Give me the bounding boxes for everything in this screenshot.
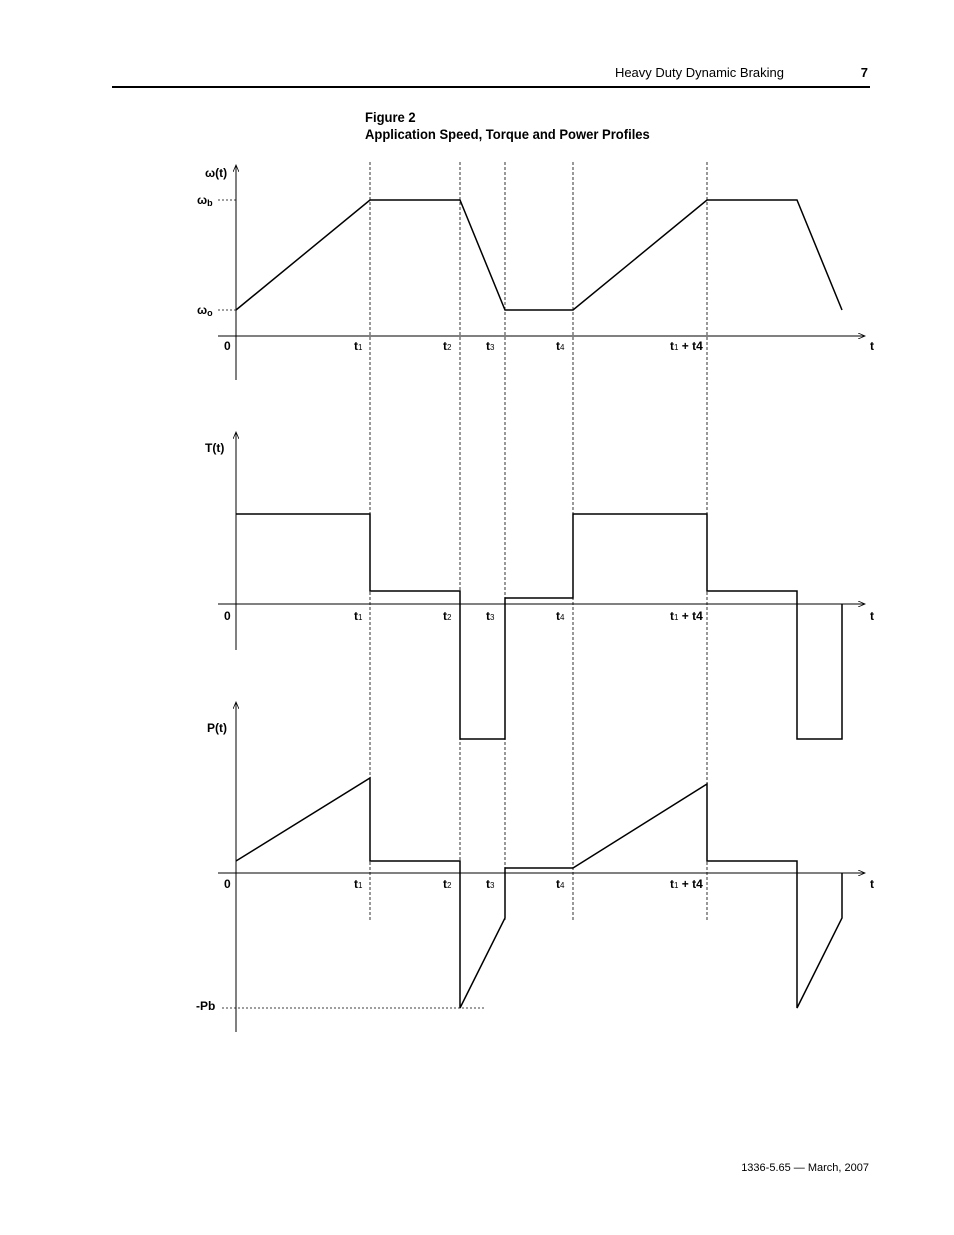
power-tick-t2: t2 — [443, 877, 452, 891]
power-time-label: t — [870, 877, 874, 891]
running-header-title: Heavy Duty Dynamic Braking — [614, 65, 784, 80]
power-tick-t3: t3 — [486, 877, 495, 891]
speed-tick-t1: t1 — [354, 339, 363, 353]
document-footer: 1336-5.65 — March, 2007 — [741, 1162, 869, 1174]
speed-tick-t2: t2 — [443, 339, 452, 353]
power-origin-label: 0 — [224, 877, 231, 891]
torque-plot — [205, 432, 874, 739]
torque-tick-t3: t3 — [486, 609, 495, 623]
page-number: 7 — [860, 65, 868, 80]
torque-time-label: t — [870, 609, 874, 623]
torque-tick-t2: t2 — [443, 609, 452, 623]
power-plot — [196, 702, 874, 1032]
speed-plot — [197, 165, 874, 380]
figure-title: Application Speed, Torque and Power Profiles — [365, 126, 650, 142]
power-tick-t1-t4: t1 + t4 — [670, 877, 703, 891]
figure-number: Figure 2 — [365, 109, 416, 125]
power-level-pb-label: -Pb — [196, 999, 216, 1013]
time-marker-lines — [370, 162, 707, 920]
power-curve — [236, 778, 842, 1008]
power-ylabel: P(t) — [207, 721, 227, 735]
power-tick-t4: t4 — [556, 877, 565, 891]
speed-ylabel: ω(t) — [205, 166, 228, 180]
speed-tick-t1-t4: t1 + t4 — [670, 339, 703, 353]
speed-tick-t4: t4 — [556, 339, 565, 353]
speed-origin-label: 0 — [224, 339, 231, 353]
power-tick-t1: t1 — [354, 877, 363, 891]
speed-level-wb-label: ωb — [197, 193, 213, 208]
torque-ylabel: T(t) — [205, 441, 225, 455]
torque-curve — [236, 514, 842, 739]
torque-origin-label: 0 — [224, 609, 231, 623]
torque-tick-t1-t4: t1 + t4 — [670, 609, 703, 623]
torque-tick-t1: t1 — [354, 609, 363, 623]
speed-curve — [236, 200, 842, 310]
speed-tick-t3: t3 — [486, 339, 495, 353]
speed-level-wo-label: ωo — [197, 303, 213, 318]
torque-tick-t4: t4 — [556, 609, 565, 623]
speed-time-label: t — [870, 339, 874, 353]
